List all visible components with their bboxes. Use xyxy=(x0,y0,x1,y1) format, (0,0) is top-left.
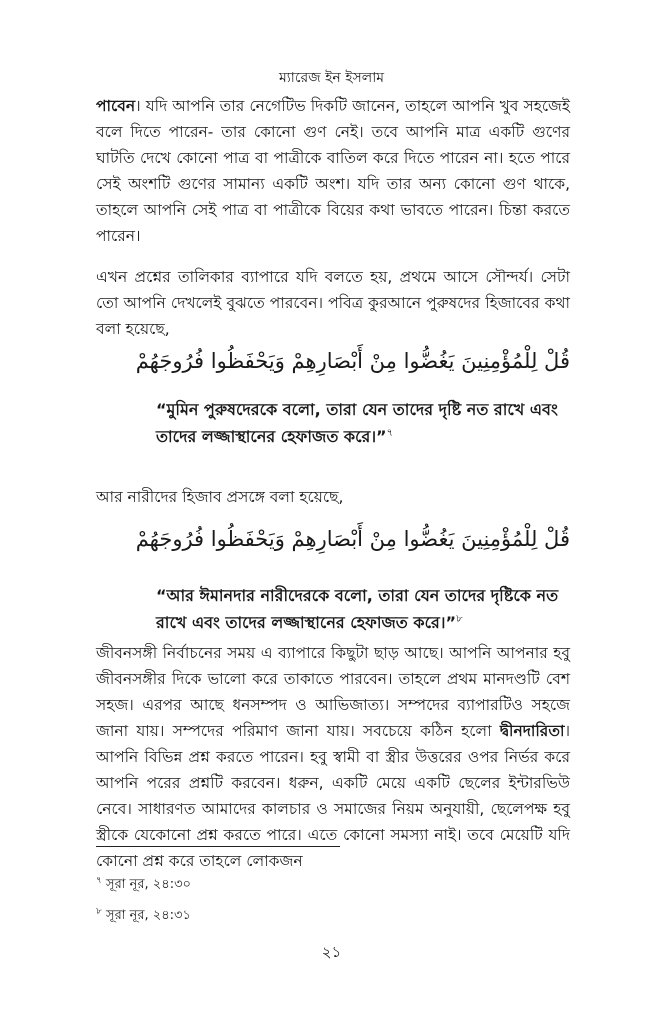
arabic-verse-1: قُلْ لِلْمُؤْمِنِينَ يَغُضُّوا مِنْ أَبْصَارِهِمْ وَيَحْفَظُوا فُرُوجَهُمْ xyxy=(135,349,570,373)
quote-2-text: “আর ঈমানদার নারীদেরকে বলো, তারা যেন তাদের দৃষ্টিকে নত রাখে এবং তাদের লজ্জাস্থানের হেফাজত করে।” xyxy=(156,586,559,632)
footnote-ref-7: ৭ xyxy=(386,427,394,439)
page-number: ২১ xyxy=(321,943,342,961)
paragraph-3: আর নারীদের হিজাব প্রসঙ্গে বলা হয়েছে, xyxy=(96,488,344,506)
paragraph-1-text: । যদি আপনি তার নেগেটিভ দিকটি জানেন, তাহলে আপনি খুব সহজেই বলে দিতে পারেন- তার কোনো গুণ নেই। তবে আপনি মাত্র একটি গুণের ঘাটতি দেখে কোনো পাত্র বা পাত্রীকে বাতিল করে দিতে পারেন না। হতে পারে সেই অংশটি গুণের সামান্য একটি অংশ। যদি তার অন্য কোনো গুণ থাকে, তাহলে আপনি সেই পাত্র বা পাত্রীকে বিয়ের কথা ভাবতে পারেন। চিন্তা করতে পারেন। xyxy=(96,97,570,245)
translation-quote-2 xyxy=(156,582,570,636)
footnote-8-marker: ৮ xyxy=(96,906,102,917)
footnote-ref-8: ৮ xyxy=(456,613,463,625)
arabic-verse-2: قُلْ لِلْمُؤْمِنِينَ يَغُضُّوا مِنْ أَبْصَارِهِمْ وَيَحْفَظُوا فُرُوجَهُمْ xyxy=(135,527,570,551)
footnote-7 xyxy=(96,876,191,894)
footnote-8 xyxy=(96,907,191,925)
paragraph-1-lead-bold: পাবেন xyxy=(96,97,136,115)
translation-quote-1 xyxy=(156,396,570,450)
paragraph-4 xyxy=(96,640,570,874)
paragraph-4-bold: দ্বীনদারিতা xyxy=(499,722,565,740)
quote-1-text: “মুমিন পুরুষদেরকে বলো, তারা যেন তাদের দৃষ্টি নত রাখে এবং তাদের লজ্জাস্থানের হেফাজত করে।” xyxy=(156,400,558,446)
footnote-8-text: সূরা নূর, ২৪:৩১ xyxy=(101,908,191,923)
paragraph-2: এখন প্রশ্নের তালিকার ব্যাপারে যদি বলতে হয়, প্রথমে আসে সৌন্দর্য। সেটা তো আপনি দেখলেই বুঝতে পারবেন। পবিত্র কুরআনে পুরুষদের হিজাবের কথা বলা হয়েছে, xyxy=(96,268,570,338)
running-header: ম্যারেজ ইন ইসলাম xyxy=(278,70,385,86)
paragraph-1 xyxy=(96,93,570,249)
footnote-divider xyxy=(96,846,340,847)
paragraph-4-text-b: । আপনি বিভিন্ন প্রশ্ন করতে পারেন। হবু স্বামী বা স্ত্রীর উত্তরের ওপর নির্ভর করে আপনি পরের প্রশ্নটি করবেন। ধরুন, একটি মেয়ে একটি ছেলের ইন্টারভিউ নেবে। সাধারণত আমাদের কালচার ও সমাজের নিয়ম অনুযায়ী, ছেলেপক্ষ হবু স্ত্রীকে যেকোনো প্রশ্ন করতে পারে। এতে কোনো সমস্যা নাই। তবে মেয়েটি যদি কোনো প্রশ্ন করে তাহলে লোকজন xyxy=(96,722,570,870)
footnote-7-text: সূরা নূর, ২৪:৩০ xyxy=(101,877,191,892)
footnote-7-marker: ৭ xyxy=(96,875,102,886)
paragraph-4-text-a: জীবনসঙ্গী নির্বাচনের সময় এ ব্যাপারে কিছুটা ছাড় আছে। আপনি আপনার হবু জীবনসঙ্গীর দিকে ভালো করে তাকাতে পারবেন। তাহলে প্রথম মানদণ্ডটি বেশ সহজ। এরপর আছে ধনসম্পদ ও আভিজাত্য। সম্পদের ব্যাপারটিও সহজে জানা যায়। সম্পদের পরিমাণ জানা যায়। সবচেয়ে কঠিন হলো xyxy=(96,644,570,740)
